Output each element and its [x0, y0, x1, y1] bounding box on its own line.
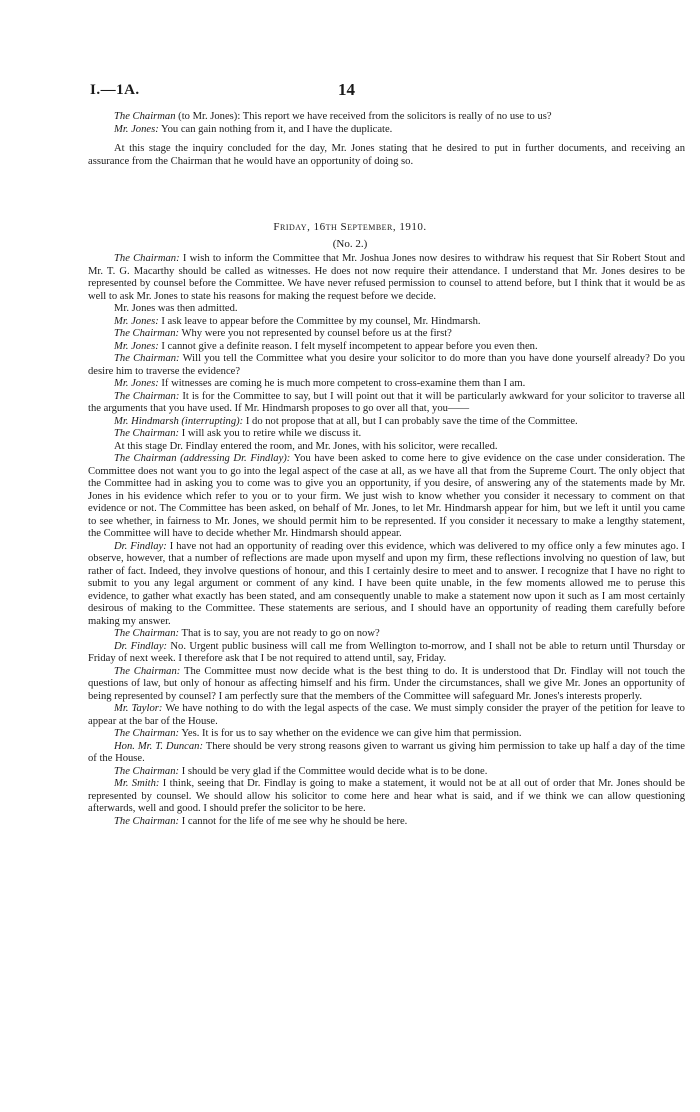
- paragraph: [88, 778, 685, 816]
- intro-section: [88, 111, 685, 168]
- paragraph: [88, 728, 685, 741]
- series-reference: I.—1A.: [90, 82, 140, 98]
- paragraph: [88, 628, 685, 641]
- paragraph: [88, 766, 685, 779]
- paragraph-text: Yes. It is for us to say whether on the evidence we can give him that permission.: [181, 728, 522, 739]
- paragraph: [88, 303, 685, 316]
- paragraph: [88, 378, 685, 391]
- speaker-label: The Chairman: [114, 111, 176, 122]
- paragraph: [88, 391, 685, 416]
- paragraph: [88, 641, 685, 666]
- paragraph: [88, 253, 685, 303]
- speaker-label: The Chairman:: [114, 390, 180, 402]
- paragraph-text: I do not propose that at all, but I can probably save the time of the Committee.: [245, 415, 578, 427]
- paragraph-text: We have nothing to do with the legal aspects of the case. We must simply consider the prayer of the petition for leave to appear at the bar of the House.: [88, 703, 685, 727]
- speaker-label: Mr. Jones:: [114, 315, 159, 327]
- speaker-label: Mr. Hindmarsh (interrupting):: [114, 415, 244, 427]
- paragraph-text: The Committee must now decide what is the best thing to do. It is understood that Dr. Findlay will not touch the questions of law, but only of honour as affecting himself and his firm. Under the circumstances, shall we give Mr. Jones an opportunity of being represented by counsel? I am perfectly sure that the members of the Committee will safeguard Mr. Jones's interests properly.: [88, 665, 685, 702]
- paragraph: [88, 441, 685, 454]
- paragraph-text: I cannot give a definite reason. I felt myself incompetent to appear before you even then.: [161, 340, 538, 352]
- speaker-label: Mr. Jones:: [114, 123, 159, 135]
- paragraph-text: I cannot for the life of me see why he should be here.: [181, 815, 408, 827]
- speaker-label: The Chairman:: [114, 353, 180, 364]
- paragraph: [88, 111, 685, 124]
- speaker-label: Mr. Jones:: [114, 378, 159, 389]
- paragraph: [88, 703, 685, 728]
- proceedings-body: [88, 253, 685, 828]
- paragraph: [88, 741, 685, 766]
- speaker-label: Mr. Jones:: [114, 340, 159, 352]
- paragraph: [88, 143, 685, 168]
- paragraph-text: I wish to inform the Committee that Mr. Joshua Jones now desires to withdraw his request that Sir Robert Stout and Mr. T. G. Macarthy should be called as witnesses. He does not now require their attendance. I understand that Mr. Jones desires to be represented by counsel before the Committee. We have never refused permission to counsel to attend before, but I think that it would be as well to ask Mr. Jones to state his reasons for making the request before we decide.: [88, 253, 685, 302]
- paragraph: [88, 428, 685, 441]
- session-date: Friday, 16th September, 1910.: [273, 221, 427, 233]
- paragraph-text: I have not had an opportunity of reading over this evidence, which was delivered to my office only a few minutes ago. I observe, however, that a number of reflections are made upon myself and upon my firm, these reflections involving no question of law, but rather of fact. Indeed, they involve questions of honour, and this I certainly desire to meet and to answer. I recognize that I have no right to submit to you any legal argument or comment of any kind. I have been quite unable, in the few moments allowed me to peruse this evidence, to gather what exactly has been stated, and am consequently unable to make a statement now upon it such as I am most certainly desirous of making to the Committee. These statements are serious, and I should have an opportunity of reading them carefully before making my answer.: [88, 540, 685, 627]
- paragraph: [88, 453, 685, 541]
- paragraph: [88, 541, 685, 629]
- paragraph: [88, 416, 685, 429]
- paragraph-text: At this stage Dr. Findlay entered the room, and Mr. Jones, with his solicitor, were recalled.: [114, 440, 498, 452]
- paragraph-text: I will ask you to retire while we discuss it.: [181, 428, 362, 439]
- paragraph-text: No. Urgent public business will call me from Wellington to-morrow, and I shall not be able to return until Thursday or Friday of next week. I therefore ask that I be not required to attend until, say, Friday.: [88, 640, 686, 664]
- paragraph-text: I should be very glad if the Committee would decide what is to be done.: [181, 765, 488, 777]
- speaker-label: The Chairman:: [114, 328, 180, 339]
- speaker-label: The Chairman:: [114, 253, 180, 264]
- speaker-label: Hon. Mr. T. Duncan:: [114, 740, 203, 752]
- paragraph-text: Will you tell the Committee what you desire your solicitor to do more than you have done yourself already? Do you desire him to traverse the evidence?: [88, 353, 685, 377]
- paragraph-text: You can gain nothing from it, and I have the duplicate.: [160, 123, 393, 135]
- page-number: 14: [338, 80, 355, 99]
- paragraph: [88, 341, 685, 354]
- paragraph: [88, 353, 685, 378]
- paragraph: [88, 816, 685, 829]
- speaker-label: The Chairman:: [114, 728, 180, 739]
- speaker-label: The Chairman:: [114, 628, 180, 639]
- speaker-label: The Chairman:: [114, 815, 180, 827]
- paragraph-text: Why were you not represented by counsel before us at the first?: [181, 328, 452, 339]
- speaker-label: Mr. Smith:: [114, 778, 160, 789]
- paragraph-text: This report we have received from the solicitors is really of no use to us?: [242, 111, 552, 122]
- paragraph-text: I think, seeing that Dr. Findlay is going to make a statement, it would not be at all out of order that Mr. Jones should be represented by counsel. We should allow his solicitor to come here and hear what is said, and if we think we can allow questioning afterwards, well and good. I should prefer the solicitor to be here.: [88, 778, 685, 814]
- paragraph: [88, 328, 685, 341]
- paragraph-text: That is to say, you are not ready to go on now?: [181, 628, 380, 639]
- speaker-label: Dr. Findlay:: [114, 640, 168, 652]
- paragraph: [88, 124, 685, 137]
- speaker-label: The Chairman (addressing Dr. Findlay):: [114, 453, 291, 464]
- speaker-label: The Chairman:: [114, 765, 180, 777]
- paragraph: [88, 666, 685, 704]
- paragraph-text: Mr. Jones was then admitted.: [114, 303, 238, 314]
- paragraph-text: You have been asked to come here to give evidence on the case under consideration. The Committee does not want you to go into the legal aspect of the case at all, as we have all that from the Supreme Court. The only object that the Committee had in asking you to come was to give you an opportunity, if you desire, of answering any of the statements made by Mr. Jones in his evidence which refer to you or to your firm. We just wish to know whether you consider it necessary to comment on that evidence or not. The Committee has been asked, on behalf of Mr. Jones, to let Mr. Hindmarsh appear for him, but we left it until you came to see whether, in fairness to Mr. Jones, we should permit him to be represented. If you consider it necessary to make a lengthy statement, the Committee will have to decide whether Mr. Hindmarsh should appear.: [88, 453, 685, 539]
- speaker-label: Dr. Findlay:: [114, 540, 167, 552]
- speaker-note: (to Mr. Jones):: [178, 111, 241, 122]
- speaker-label: Mr. Taylor:: [114, 703, 163, 714]
- paragraph-text: If witnesses are coming he is much more competent to cross-examine them than I am.: [161, 378, 526, 389]
- speaker-label: The Chairman:: [114, 428, 180, 439]
- session-number: (No. 2.): [332, 238, 368, 250]
- speaker-label: The Chairman:: [114, 665, 181, 677]
- paragraph-text: I ask leave to appear before the Committee by my counsel, Mr. Hindmarsh.: [161, 315, 481, 327]
- paragraph: [88, 316, 685, 329]
- paragraph-text: There should be very strong reasons given to warrant us giving him permission to take up half a day of the time of the House.: [88, 740, 685, 764]
- paragraph-text: At this stage the inquiry concluded for the day, Mr. Jones stating that he desired to put in further documents, and receiving an assurance from the Chairman that he would have an opportunity of doing so.: [88, 143, 685, 167]
- paragraph-text: It is for the Committee to say, but I will point out that it will be particularly awkward for your solicitor to traverse all the arguments that you have used. If Mr. Hindmarsh proposes to go over all that, you——: [88, 390, 685, 414]
